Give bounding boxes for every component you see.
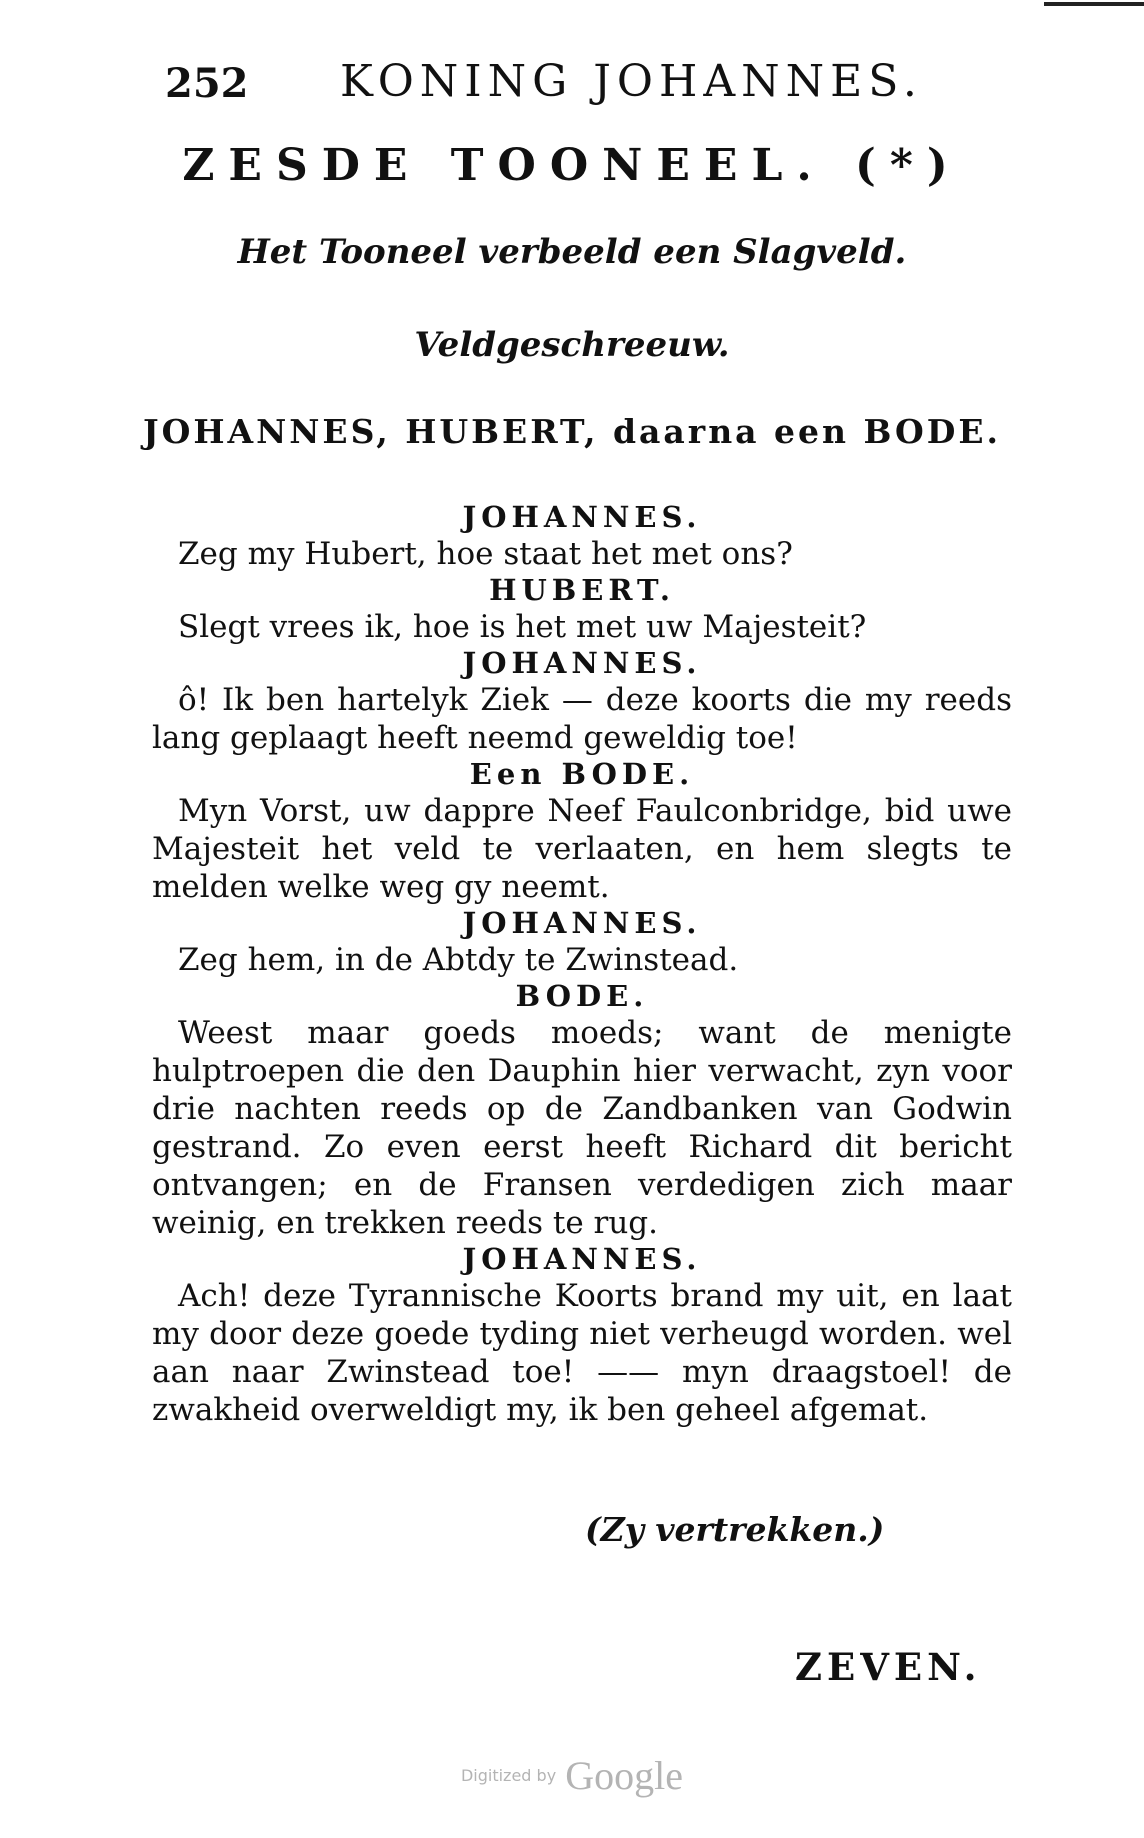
speech-block bbox=[152, 646, 1012, 757]
page-number: 252 bbox=[165, 60, 249, 107]
running-title: KONING JOHANNES. bbox=[340, 56, 923, 107]
page-header bbox=[165, 50, 1025, 110]
stage-direction: Veldgeschreeuw. bbox=[414, 325, 730, 365]
speech-block bbox=[152, 1242, 1012, 1429]
speaker-name: JOHANNES. bbox=[462, 646, 702, 680]
speech-block bbox=[152, 979, 1012, 1242]
watermark-brand: Google bbox=[565, 1753, 684, 1798]
speaker-name: JOHANNES. bbox=[462, 906, 702, 940]
digitized-watermark bbox=[0, 1752, 1144, 1799]
speaker-name: BODE. bbox=[515, 979, 649, 1013]
speech-text: Myn Vorst, uw dappre Neef Faulconbridge, bid uwe Majesteit het veld te verlaaten, en hem slegts te melden welke weg gy neemt. bbox=[152, 793, 1012, 905]
speaker-name: Een BODE. bbox=[469, 757, 695, 791]
speech-text: Zeg my Hubert, hoe staat het met ons? bbox=[178, 536, 793, 572]
speech-text: ô! Ik ben hartelyk Ziek — deze koorts die my reeds lang geplaagt heeft neemd geweldig toe! bbox=[152, 682, 1012, 756]
speech-block bbox=[152, 500, 1012, 573]
speech-text: Zeg hem, in de Abtdy te Zwinstead. bbox=[178, 942, 739, 978]
catchword: ZEVEN. bbox=[795, 1645, 982, 1689]
dialogue bbox=[152, 500, 1012, 1429]
speech-text: Ach! deze Tyrannische Koorts brand my uit, en laat my door deze goede tyding niet verheugd worden. wel aan naar Zwinstead toe! —— myn draagstoel! de zwakheid overweldigt my, ik ben geheel afgemat. bbox=[152, 1278, 1012, 1428]
speech-text: Slegt vrees ik, hoe is het met uw Majesteit? bbox=[178, 609, 867, 645]
speaker-name: HUBERT. bbox=[489, 573, 675, 607]
speech-block bbox=[152, 573, 1012, 646]
speech-block bbox=[152, 906, 1012, 979]
watermark-prefix: Digitized by bbox=[460, 1766, 557, 1785]
scene-setting: Het Tooneel verbeeld een Slagveld. bbox=[237, 232, 907, 272]
exit-direction: (Zy vertrekken.) bbox=[585, 1510, 885, 1549]
speech-block bbox=[152, 757, 1012, 906]
speaker-name: JOHANNES. bbox=[462, 1242, 702, 1276]
speech-text: Weest maar goeds moeds; want de menigte hulptroepen die den Dauphin hier verwacht, zyn voor drie nachten reeds op de Zandbanken van Godwin gestrand. Zo even eerst heeft Richard dit bericht ontvangen; en de Fransen verdedigen zich maar weinig, en trekken reeds te rug. bbox=[152, 1015, 1012, 1241]
scene-title: ZESDE TOONEEL. (*) bbox=[182, 140, 962, 191]
scan-edge-mark bbox=[1044, 2, 1144, 6]
character-list: JOHANNES, HUBERT, daarna een BODE. bbox=[142, 412, 1002, 451]
speaker-name: JOHANNES. bbox=[462, 500, 702, 534]
